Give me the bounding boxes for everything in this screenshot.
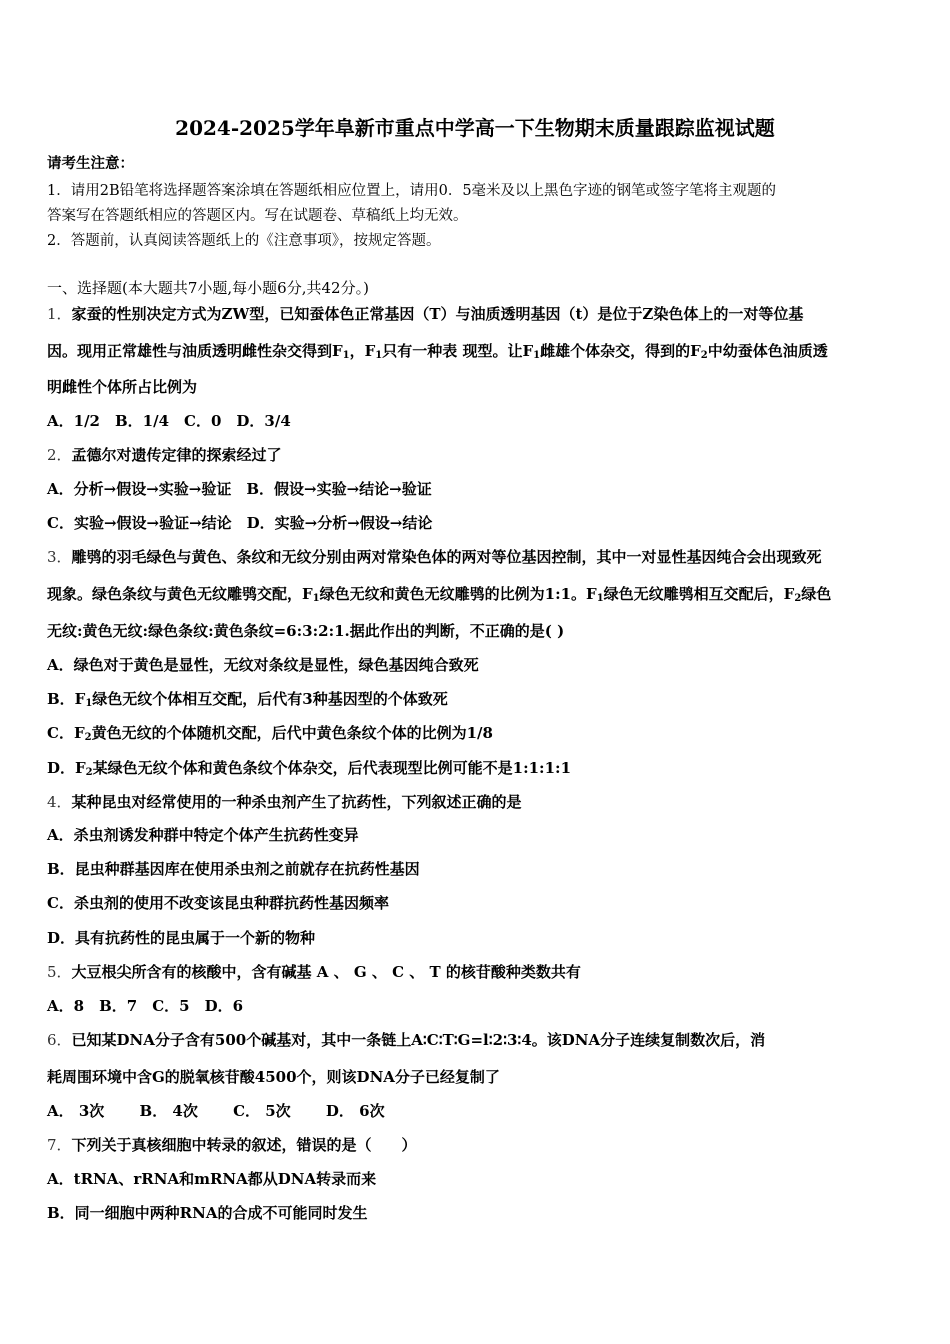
question-number: 4．	[47, 793, 72, 811]
question-6-options: A． 3次 B． 4次 C． 5次 D． 6次	[47, 1102, 385, 1120]
question-1-line-3: 明雌性个体所占比例为	[47, 378, 198, 396]
question-number: 1．	[47, 305, 72, 323]
question-number: 5．	[47, 963, 72, 981]
question-6-line-1	[47, 1029, 765, 1050]
question-text: 大豆根尖所含有的核酸中，含有碱基 A 、 G 、 C 、 T 的核苷酸种类数共有	[71, 963, 581, 981]
question-text: 绿色无纹雕鸮相互交配后，F	[603, 585, 795, 603]
notice-item-1-line-1: 1．请用2B铅笔将选择题答案涂填在答题纸相应位置上，请用0．5毫米及以上黑色字迹的钢笔或签字笔将主观题的	[47, 183, 777, 199]
option-text: 黄色无纹的个体随机交配，后代中黄色条纹个体的比例为1/8	[91, 724, 493, 742]
document-title: 2024-2025学年阜新市重点中学高一下生物期末质量跟踪监视试题	[175, 116, 775, 140]
question-3-option-a: A．绿色对于黄色是显性，无纹对条纹是显性，绿色基因纯合致死	[47, 656, 479, 674]
question-number: 2．	[47, 446, 72, 464]
question-7-option-a: A．tRNA、rRNA和mRNA都从DNA转录而来	[47, 1170, 377, 1188]
notice-heading: 请考生注意：	[47, 155, 134, 172]
question-4-stem	[47, 791, 522, 812]
question-number: 3．	[47, 548, 72, 566]
question-text: 孟德尔对遗传定律的探索经过了	[71, 446, 282, 464]
question-text: 某种昆虫对经常使用的一种杀虫剂产生了抗药性，下列叙述正确的是	[71, 793, 522, 811]
subscript: 1	[596, 593, 604, 604]
question-text: 已知某DNA分子含有500个碱基对，其中一条链上A∶C∶T∶G=l∶2∶3∶4。该DNA分子连续复制数次后，消	[71, 1031, 766, 1049]
question-4-option-d: D．具有抗药性的昆虫属于一个新的物种	[47, 929, 316, 947]
option-text: 某绿色无纹个体和黄色条纹个体杂交，后代表现型比例可能不是1:1:1:1	[92, 759, 572, 777]
question-text: 现象。绿色条纹与黄色无纹雕鸮交配，F	[47, 585, 313, 603]
question-text: 雌雄个体杂交，得到的F	[540, 342, 701, 360]
question-5-stem	[47, 961, 581, 982]
question-text: 绿色	[801, 585, 832, 603]
question-7-option-b: B．同一细胞中两种RNA的合成不可能同时发生	[47, 1204, 368, 1222]
question-4-option-a: A．杀虫剂诱发种群中特定个体产生抗药性变异	[47, 826, 359, 844]
question-4-option-b: B．昆虫种群基因库在使用杀虫剂之前就存在抗药性基因	[47, 860, 420, 878]
section-heading: 一、选择题(本大题共7小题,每小题6分,共42分。)	[47, 279, 369, 297]
question-2-options-ab: A．分析→假设→实验→验证 B．假设→实验→结论→验证	[47, 480, 432, 498]
option-text: D．F	[47, 759, 86, 777]
question-text: 家蚕的性别决定方式为ZW型，已知蚕体色正常基因（T）与油质透明基因（t）是位于Z染色体上的一对等位基	[71, 305, 804, 323]
option-text: B．F	[47, 690, 86, 708]
question-2-options-cd: C．实验→假设→验证→结论 D．实验→分析→假设→结论	[47, 514, 433, 532]
subscript: 2	[700, 350, 708, 361]
question-text: 绿色无纹和黄色无纹雕鸮的比例为1:1。F	[319, 585, 597, 603]
subscript: 1	[85, 698, 93, 709]
question-3-option-d	[47, 757, 571, 778]
question-text: 下列关于真核细胞中转录的叙述，错误的是（ ）	[71, 1136, 417, 1154]
question-2-stem	[47, 444, 282, 465]
option-text: C．F	[47, 724, 85, 742]
subscript: 1	[533, 350, 541, 361]
question-text: 只有一种表 现型。让F	[382, 342, 534, 360]
option-text: 绿色无纹个体相互交配，后代有3种基因型的个体致死	[92, 690, 448, 708]
question-3-option-b	[47, 688, 448, 709]
question-3-option-c	[47, 722, 493, 743]
question-5-options: A．8 B．7 C．5 D．6	[47, 997, 244, 1015]
notice-item-1-line-2: 答案写在答题纸相应的答题区内。写在试题卷、草稿纸上均无效。	[47, 208, 468, 224]
question-text: 中幼蚕体色油质透	[707, 342, 828, 360]
notice-item-2: 2．答题前，认真阅读答题纸上的《注意事项》，按规定答题。	[47, 233, 441, 249]
question-7-stem	[47, 1134, 417, 1155]
subscript: 2	[85, 767, 93, 778]
subscript: 1	[342, 350, 350, 361]
question-6-line-2: 耗周围环境中含G的脱氧核苷酸4500个，则该DNA分子已经复制了	[47, 1068, 500, 1086]
question-text: 因。现用正常雄性与油质透明雌性杂交得到F	[47, 342, 343, 360]
question-1-options: A．1/2 B．1/4 C．0 D．3/4	[47, 412, 291, 430]
subscript: 2	[84, 732, 92, 743]
question-text: 雕鸮的羽毛绿色与黄色、条纹和无纹分别由两对常染色体的两对等位基因控制，其中一对显性基因纯合会出现致死	[71, 548, 822, 566]
subscript: 1	[312, 593, 320, 604]
question-number: 6．	[47, 1031, 72, 1049]
subscript: 2	[794, 593, 802, 604]
subscript: 1	[375, 350, 383, 361]
question-4-option-c: C．杀虫剂的使用不改变该昆虫种群抗药性基因频率	[47, 894, 389, 912]
question-3-line-2	[47, 583, 831, 604]
question-text: ，F	[349, 342, 376, 360]
question-3-line-1	[47, 546, 822, 567]
question-1-line-2	[47, 340, 828, 361]
question-1-line-1	[47, 303, 803, 324]
question-3-line-3: 无纹:黄色无纹:绿色条纹:黄色条纹=6:3:2:1.据此作出的判断，不正确的是( )	[47, 622, 565, 640]
question-number: 7．	[47, 1136, 72, 1154]
